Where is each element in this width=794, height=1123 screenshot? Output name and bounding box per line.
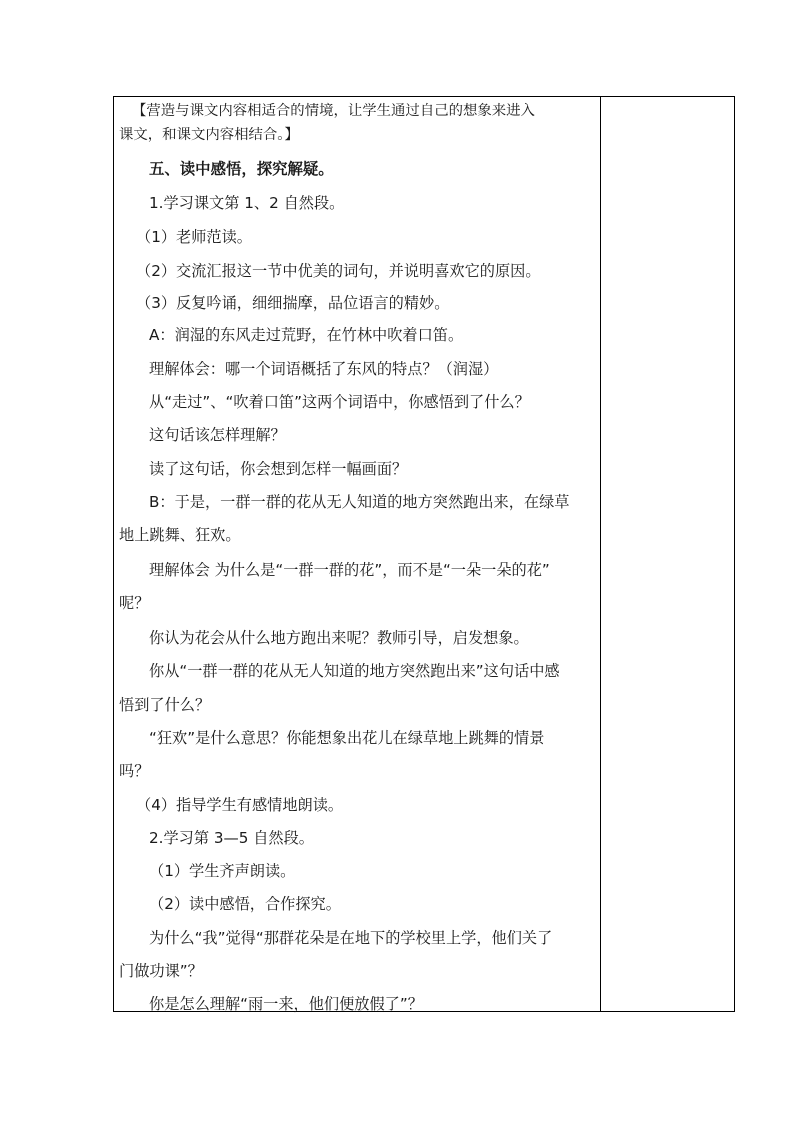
sentence-b-line-2: 地上跳舞、狂欢。	[119, 526, 241, 544]
item-2-1: （1）学生齐声朗读。	[149, 862, 296, 880]
question-a2: 这句话该怎样理解？	[149, 426, 286, 444]
question-b3-line-2: 吗？	[119, 762, 150, 780]
item-2: 2.学习第 3—5 自然段。	[149, 829, 314, 847]
sentence-b-line-1: B：于是，一群一群的花从无人知道的地方突然跑出来，在绿草	[149, 493, 570, 511]
item-1: 1.学习课文第 1、2 自然段。	[149, 194, 345, 212]
question-a1: 从“走过”、“吹着口笛”这两个词语中，你感悟到了什么？	[149, 393, 530, 411]
item-1-2: （2）交流汇报这一节中优美的词句，并说明喜欢它的原因。	[136, 262, 541, 280]
question-c2: 你是怎么理解“雨一来，他们便放假了”？	[149, 995, 423, 1013]
question-b2-line-2: 悟到了什么？	[119, 696, 211, 714]
notes-cell	[601, 97, 735, 1011]
question-c1-line-1: 为什么“我”觉得“那群花朵是在地下的学校里上学，他们关了	[149, 929, 553, 947]
question-a3: 读了这句话，你会想到怎样一幅画面？	[149, 460, 408, 478]
question-c1-line-2: 门做功课”？	[119, 962, 203, 980]
question-b2-line-1: 你从“一群一群的花从无人知道的地方突然跑出来”这句话中感	[149, 662, 560, 680]
item-1-3: （3）反复吟诵，细细揣摩，品位语言的精妙。	[136, 294, 450, 312]
understand-b-line-2: 呢？	[119, 594, 150, 612]
understand-a: 理解体会：哪一个词语概括了东风的特点？（润湿）	[149, 360, 499, 378]
question-b1: 你认为花会从什么地方跑出来呢？教师引导，启发想象。	[149, 629, 529, 647]
understand-b-line-1: 理解体会 为什么是“一群一群的花”，而不是“一朵一朵的花”	[149, 561, 550, 579]
sentence-a: A：润湿的东风走过荒野，在竹林中吹着口笛。	[149, 326, 464, 344]
question-b3-line-1: “狂欢”是什么意思？你能想象出花儿在绿草地上跳舞的情景	[149, 729, 545, 747]
item-1-1: （1）老师范读。	[136, 228, 252, 246]
item-1-4: （4）指导学生有感情地朗读。	[136, 796, 344, 814]
item-2-2: （2）读中感悟，合作探究。	[149, 895, 341, 913]
lesson-plan-table	[113, 96, 735, 1012]
section-heading: 五、读中感悟，探究解疑。	[149, 160, 334, 178]
design-note-line-2: 课文，和课文内容相结合。】	[119, 127, 299, 143]
design-note-line-1: 【营造与课文内容相适合的情境，让学生通过自己的想象来进入	[132, 103, 535, 119]
